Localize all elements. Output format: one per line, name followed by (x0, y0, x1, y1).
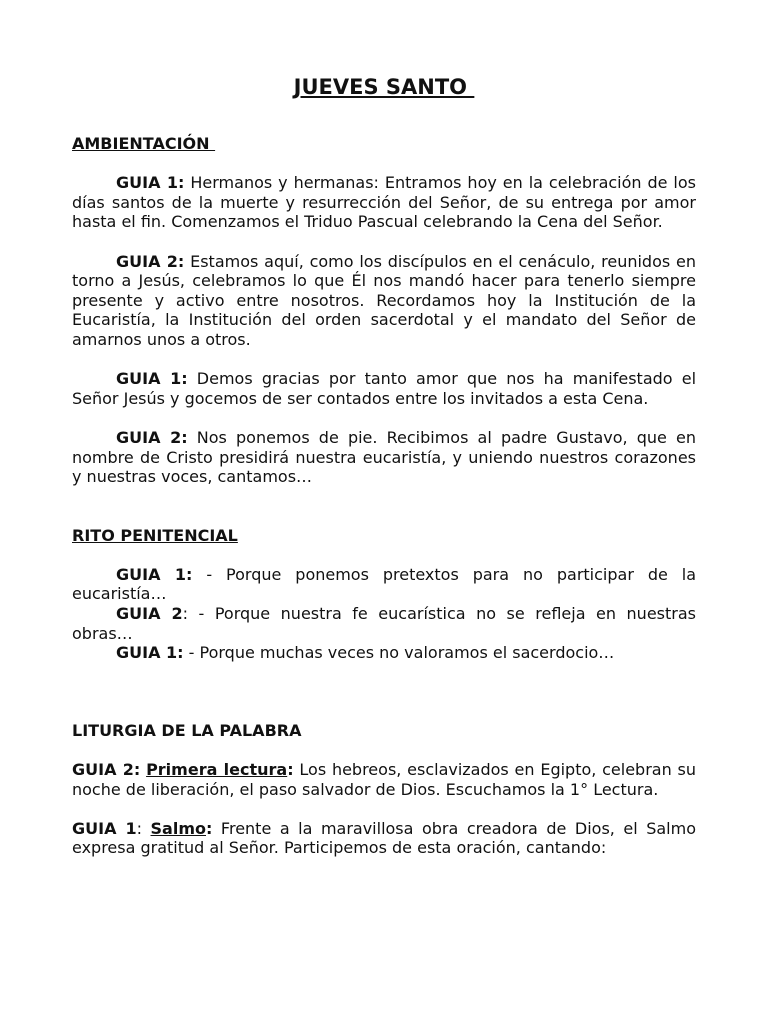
section-heading-ambientacion: AMBIENTACIÓN (72, 134, 216, 153)
speaker-label: GUIA 2: (72, 760, 141, 780)
paragraph-rito-3 (72, 643, 696, 663)
paragraph-text: Estamos aquí, como los discípulos en el cenáculo, reunidos en torno a Jesús, celebramos lo que Él nos mandó hacer para tenerlo siempre presente y activo entre nosotros. Recordamos hoy la Institución de la Eucaristía, la Institución del orden sacerdotal y el mandato del Señor de amarnos unos a otros. (72, 251, 697, 349)
paragraph-text: - Porque muchas veces no valoramos el sacerdocio… (183, 643, 615, 663)
speaker-label: GUIA 1: (116, 173, 185, 193)
speaker-label: GUIA 2 (116, 604, 183, 624)
speaker-label: GUIA 1: (116, 564, 193, 584)
paragraph-ambientacion-1 (72, 173, 696, 232)
paragraph-ambientacion-4 (72, 428, 696, 487)
paragraph-text: Frente a la maravillosa obra creadora de Dios, el Salmo expresa gratitud al Señor. Participemos de esta oración, cantando: (72, 818, 696, 858)
paragraph-text: Hermanos y hermanas: Entramos hoy en la celebración de los días santos de la muerte y resurrección del Señor, de su entrega por amor hasta el fin. Comenzamos el Triduo Pascual celebrando la Cena del Señor. (72, 173, 697, 232)
section-heading-rito-penitencial: RITO PENITENCIAL (72, 525, 238, 545)
speaker-label: GUIA 1: (116, 643, 184, 663)
label-colon: : (287, 760, 294, 780)
label-colon: : (206, 818, 213, 838)
paragraph-text: Demos gracias por tanto amor que nos ha manifestado el Señor Jesús y gocemos de ser contados entre los invitados a esta Cena. (72, 369, 697, 408)
paragraph-text: Nos ponemos de pie. Recibimos al padre Gustavo, que en nombre de Cristo presidirá nuestra eucaristía, y uniendo nuestros corazones y nuestras voces, cantamos… (72, 427, 697, 487)
paragraph-rito-2 (72, 604, 696, 643)
speaker-label: GUIA 2: (116, 251, 185, 271)
reading-label: Primera lectura (146, 760, 288, 780)
paragraph-liturgia-2 (72, 819, 696, 858)
paragraph-text: : - Porque nuestra fe eucarística no se refleja en nuestras obras… (72, 604, 696, 643)
speaker-label: GUIA 1 (72, 818, 137, 838)
separator: : (136, 818, 151, 838)
paragraph-text: - Porque ponemos pretextos para no participar de la eucaristía… (72, 564, 697, 604)
page-title: JUEVES SANTO (293, 75, 475, 99)
section-heading-liturgia: LITURGIA DE LA PALABRA (72, 720, 302, 740)
paragraph-text: Los hebreos, esclavizados en Egipto, celebran su noche de liberación, el paso salvador de Dios. Escuchamos la 1° Lectura. (72, 760, 697, 799)
reading-label: Salmo (150, 818, 206, 838)
speaker-label: GUIA 2: (116, 427, 188, 447)
paragraph-ambientacion-2 (72, 252, 696, 350)
speaker-label: GUIA 1: (116, 369, 188, 389)
paragraph-ambientacion-3 (72, 369, 696, 408)
paragraph-liturgia-1 (72, 760, 696, 799)
paragraph-rito-1 (72, 565, 696, 604)
